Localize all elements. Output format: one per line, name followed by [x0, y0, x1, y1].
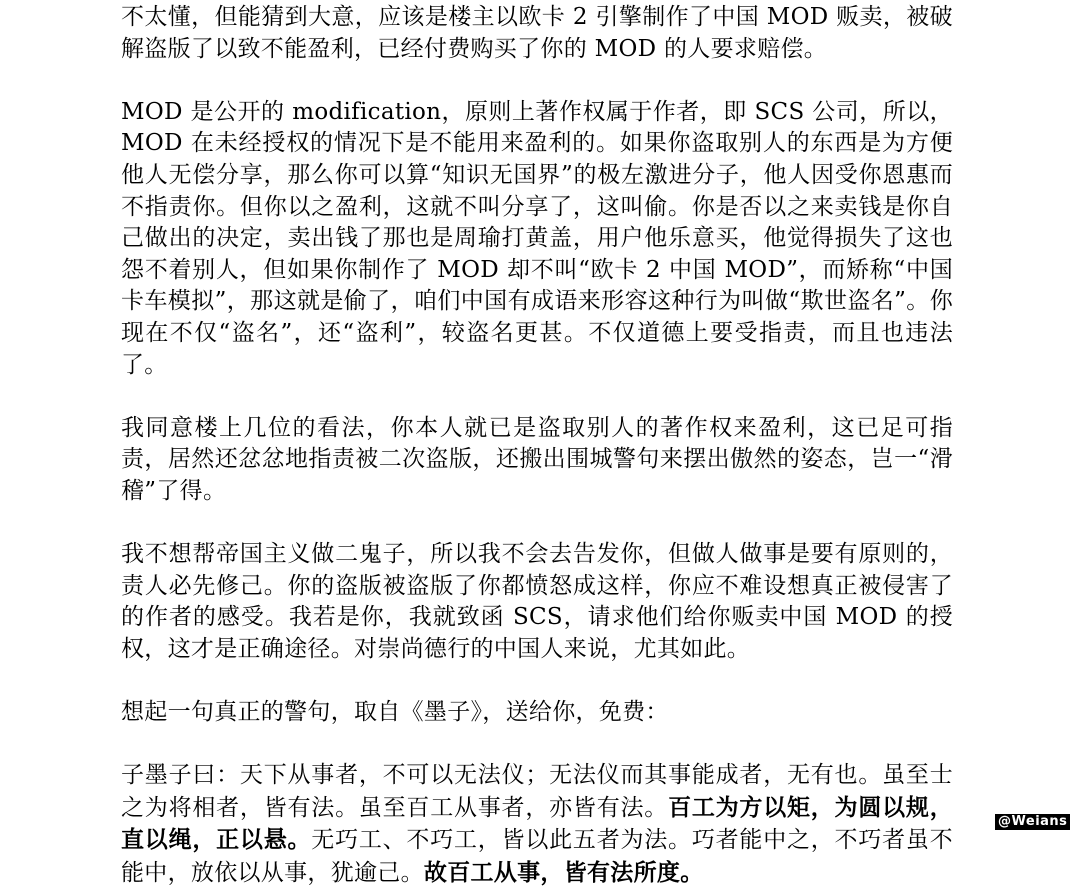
quote-text-1: 子墨子曰：天下从事者，不可以无法仪；无法仪而其事能成者，无有也。虽至士之为将相者，皆有法。虽至百工从事者，亦皆有法。 [121, 762, 953, 821]
paragraph-summary: 不太懂，但能猜到大意，应该是楼主以欧卡 2 引擎制作了中国 MOD 贩卖，被破解盗版了以致不能盈利，已经付费购买了你的 MOD 的人要求赔偿。 [121, 4, 953, 62]
paragraph-quote-intro: 想起一句真正的警句，取自《墨子》，送给你，免费： [121, 699, 669, 726]
paragraph-mozi-quote [121, 760, 953, 889]
paragraph-copyright-argument: MOD 是公开的 modification，原则上著作权属于作者，即 SCS 公司，所以，MOD 在未经授权的情况下是不能用来盈利的。如果你盗取别人的东西是为方便他人无偿分享，那么你可以算“知识无国界”的极左激进分子，他人因受你恩惠而不指责你。但你以之盈利，这就不叫分享了，这叫偷。你是否以之来卖钱是你自己做出的决定，卖出钱了那也是周瑜打黄盖，用户他乐意买，他觉得损失了这也怨不着别人，但如果你制作了 MOD 却不叫“欧卡 2 中国 MOD”，而矫称“中国卡车模拟”，那这就是偷了，咱们中国有成语来形容这种行为叫做“欺世盗名”。你现在不仅“盗名”，还“盗利”，较盗名更甚。不仅道德上要受指责，而且也违法了。 [121, 98, 953, 378]
paragraph-agree-with-others: 我同意楼上几位的看法，你本人就已是盗取别人的著作权来盈利，这已足可指责，居然还忿忿地指责被二次盗版，还搬出围城警句来摆出傲然的姿态，岂一“滑稽”了得。 [121, 414, 953, 504]
quote-bold-1: 百工为方以矩，为圆以规，直以绳，正以悬。 [121, 793, 953, 854]
quote-text-2: 无巧工、不巧工，皆以此五者为法。巧者能中之，不巧者虽不能中，放依以从事，犹逾己。 [121, 827, 953, 887]
watermark: @Weians [995, 814, 1070, 830]
forum-post-body [121, 2, 953, 890]
paragraph-principles: 我不想帮帝国主义做二鬼子，所以我不会去告发你，但做人做事是要有原则的，责人必先修己。你的盗版被盗版了你都愤怒成这样，你应不难设想真正被侵害了的作者的感受。我若是你，我就致函 SCS，请求他们给你贩卖中国 MOD 的授权，这才是正确途径。对崇尚德行的中国人来说，尤其如此。 [121, 541, 953, 662]
quote-bold-2: 故百工从事，皆有法所度。 [423, 859, 704, 887]
